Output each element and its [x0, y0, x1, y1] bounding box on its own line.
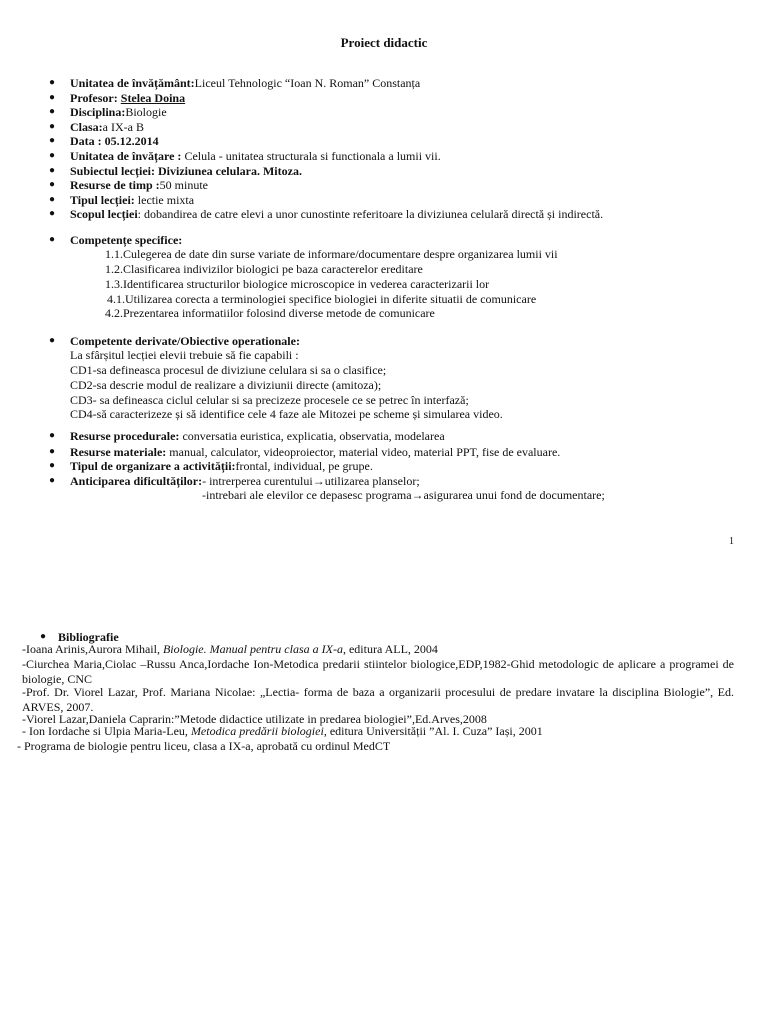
competente-intro: La sfârșitul lecției elevii trebuie să fie capabili :	[70, 348, 299, 362]
list-item: ● Resurse materiale: manual, calculator, videoproiector, material video, material PPT, fise de evaluare.	[49, 444, 561, 459]
bullet-icon: ●	[49, 208, 56, 220]
bullet-icon: ●	[49, 430, 56, 441]
bullet-icon: ●	[40, 631, 47, 642]
bibliography-entry: - Programa de biologie pentru liceu, clasa a IX-a, aprobată cu ordinul MedCT	[17, 739, 391, 753]
list-item: ● Unitatea de învățământ:Liceul Tehnologic “Ioan N. Roman” Constanța	[49, 76, 421, 90]
list-item: ● Competențe specifice:	[49, 233, 183, 247]
list-item: ● Clasa:a IX-a B	[49, 119, 144, 134]
list-item: ● Disciplina:Biologie	[49, 105, 167, 120]
bibliography-entry: -Viorel Lazar,Daniela Caprarin:”Metode didactice utilizate in predarea biologiei”,Ed.Arves,2008	[22, 712, 487, 726]
competenta-item: 4.1.Utilizarea corecta a terminologiei specifice biologiei in diferite situatii de comunicare	[107, 292, 537, 306]
bullet-icon: ●	[49, 445, 56, 457]
list-item: ● Competente derivate/Obiective operationale:	[49, 334, 300, 348]
bullet-icon: ●	[49, 106, 56, 118]
list-item: ● Resurse procedurale: conversatia euristica, explicatia, observatia, modelarea	[49, 429, 445, 443]
competenta-item: 1.1.Culegerea de date din surse variate de informare/documentare despre organizarea lumii vii	[105, 247, 558, 261]
competenta-item: 1.3.Identificarea structurilor biologice microscopice in vederea caracterizarii lor	[105, 277, 490, 291]
bibliography-entry: -Prof. Dr. Viorel Lazar, Prof. Mariana Nicolae: „Lectia- forma de baza a organizarii procesului de predare invatare la disciplina Biologie”, Ed. ARVES, 2007.	[22, 685, 734, 714]
bullet-icon: ●	[49, 77, 56, 88]
header-info-list	[0, 76, 603, 222]
list-item: ● Resurse de timp :50 minute	[49, 178, 208, 193]
list-item: ● Data : 05.12.2014	[49, 134, 159, 149]
bullet-icon: ●	[49, 335, 56, 346]
bibliography-entry: - Ion Iordache si Ulpia Maria-Leu, Metodica predării biologiei, editura Universității ”Al. I. Cuza” Iași, 2001	[22, 724, 543, 738]
competenta-item: 1.2.Clasificarea indivizilor biologici pe baza caracterelor ereditare	[105, 262, 423, 276]
objective-item: CD2-sa descrie modul de realizare a diviziunii directe (amitoza);	[70, 378, 382, 392]
bullet-icon: ●	[49, 474, 56, 486]
list-item: ● Unitatea de învățare : Celula - unitatea structurala si functionala a lumii vii.	[49, 148, 441, 163]
bullet-icon: ●	[49, 91, 56, 103]
competente-derivate-heading	[0, 334, 300, 349]
bibliography-entry: -Ioana Arinis,Aurora Mihail, Biologie. Manual pentru clasa a IX-a, editura ALL, 2004	[22, 642, 438, 656]
list-item: ● Tipul de organizare a activității:frontal, individual, pe grupe.	[49, 459, 373, 474]
bullet-icon: ●	[49, 179, 56, 191]
bullet-icon: ●	[49, 193, 56, 205]
list-item: ● Tipul lecției: lectie mixta	[49, 192, 195, 207]
competente-specifice-heading	[0, 233, 182, 248]
list-item: ● Bibliografie	[40, 630, 119, 644]
bullet-icon: ●	[49, 135, 56, 147]
bullet-icon: ●	[49, 164, 56, 176]
objective-item: CD1-sa defineasca procesul de diviziune celulara si sa o clasifice;	[70, 363, 387, 377]
page-title: Proiect didactic	[340, 35, 428, 50]
bullet-icon: ●	[49, 234, 56, 245]
list-item: ● Anticiparea dificultăților:- intrerperea curentului→utilizarea planselor;	[49, 473, 420, 488]
bullet-icon: ●	[49, 460, 56, 472]
list-item: ● Scopul lecției: dobandirea de catre elevi a unor cunostinte referitoare la diviziunea celulară directă și indirectă.	[49, 207, 604, 222]
list-item: ● Subiectul lecției: Diviziunea celulara. Mitoza.	[49, 163, 302, 178]
bullet-icon: ●	[49, 149, 56, 161]
objective-item: CD3- sa defineasca ciclul celular si sa precizeze procesele ce se petrec în interfază;	[70, 393, 469, 407]
competenta-item: 4.2.Prezentarea informatiilor folosind diverse metode de comunicare	[105, 306, 435, 320]
page-number: 1	[729, 536, 734, 547]
bibliography-entry: -Ciurchea Maria,Ciolac –Russu Anca,Iordache Ion-Metodica predarii stiintelor biologice,EDP,1982-Ghid metodologic de aplicare a programei de biologie, CNC	[22, 657, 734, 686]
bullet-icon: ●	[49, 120, 56, 132]
anticipare-line: -intrebari ale elevilor ce depasesc programa→asigurarea unui fond de documentare;	[202, 488, 605, 502]
resurse-list	[0, 429, 560, 488]
objective-item: CD4-să caracterizeze și să identifice cele 4 faze ale Mitozei pe scheme și simularea video.	[70, 407, 503, 421]
list-item: ● Profesor: Stelea Doina	[49, 90, 186, 105]
